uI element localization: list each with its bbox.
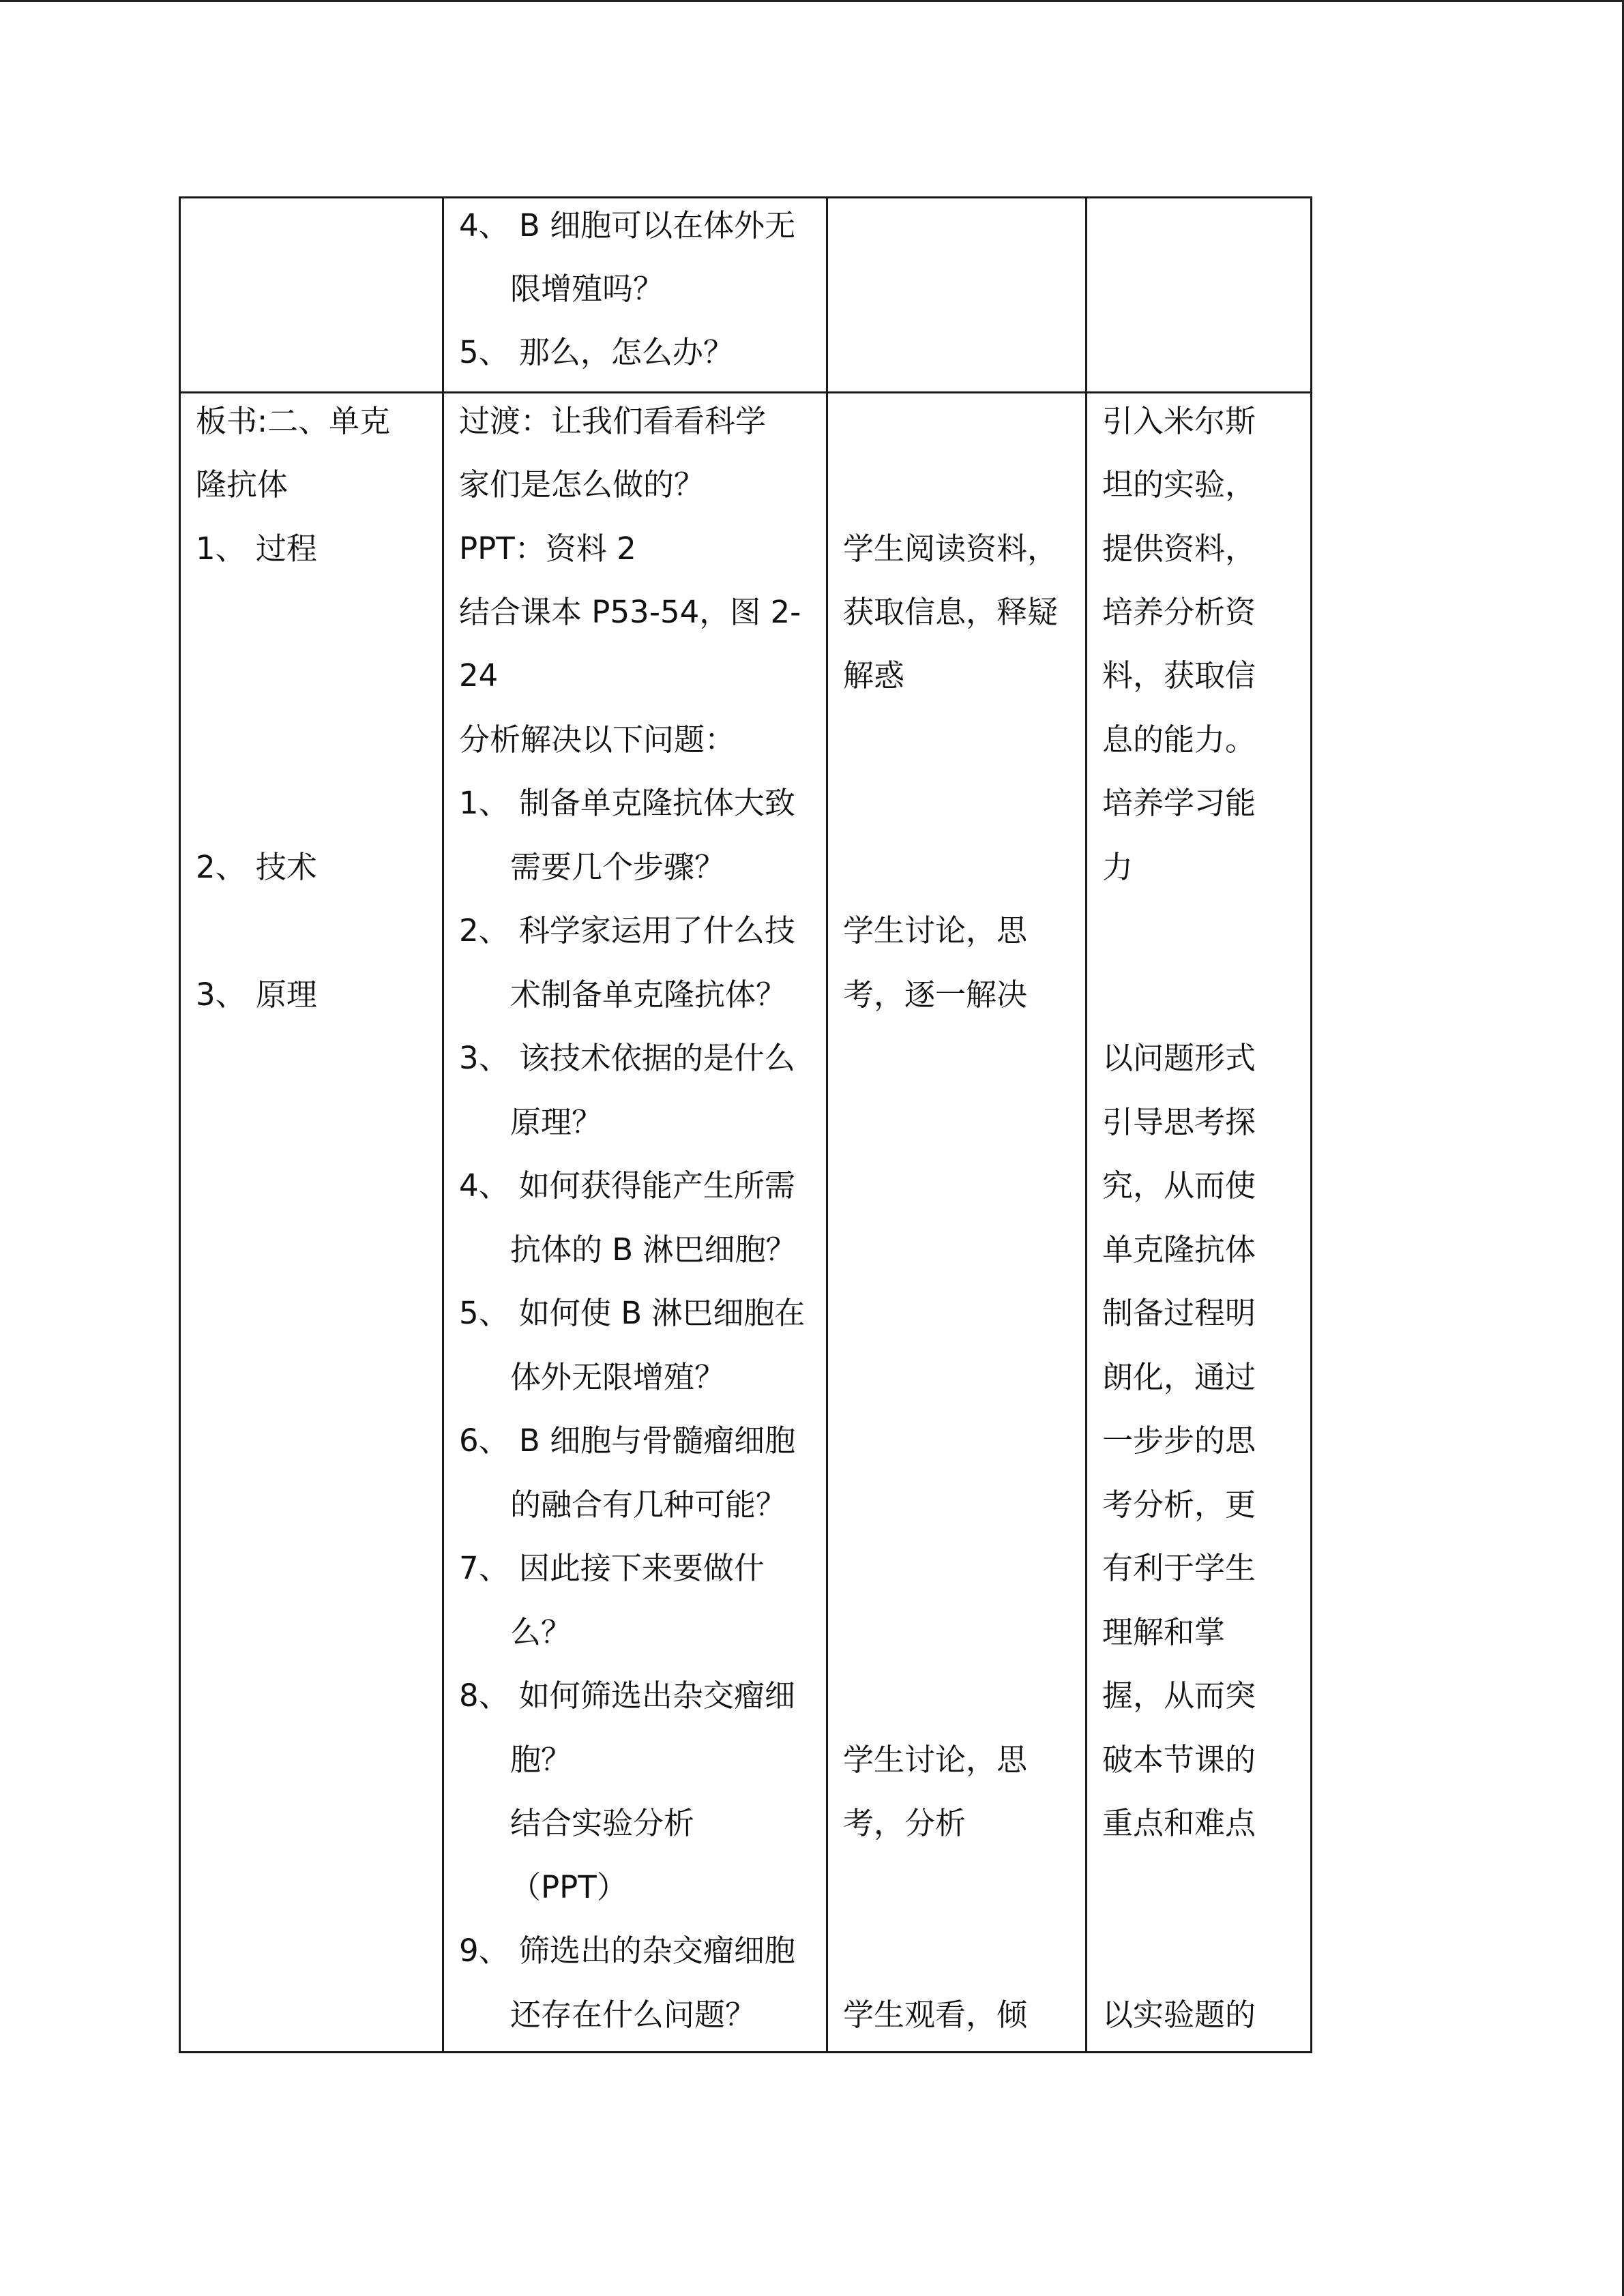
teacher-text-line: （PPT） [510, 1869, 628, 1905]
student-text-line: 解惑 [843, 657, 905, 694]
intent-text-line: 提供资料， [1102, 531, 1256, 567]
text-line: 限增殖吗？ [510, 271, 664, 307]
teacher-text-line: 过渡：让我们看看科学 [459, 403, 767, 439]
table-cell-board [180, 393, 443, 2053]
table-row [180, 198, 1312, 393]
teacher-text-line: 胞？ [510, 1742, 572, 1778]
teacher-text-line: 原理？ [510, 1104, 603, 1140]
teacher-text-line: 8、 如何筛选出杂交瘤细 [459, 1678, 795, 1714]
teacher-text-line: 6、 B 细胞与骨髓瘤细胞 [459, 1422, 796, 1459]
teacher-text-line: 术制备单克隆抗体？ [510, 976, 787, 1013]
table-cell-student-activity [827, 393, 1087, 2053]
teacher-text-line: 7、 因此接下来要做什 [459, 1550, 765, 1586]
board-text-line: 3、 原理 [196, 976, 317, 1013]
teacher-text-line: 结合课本 P53-54，图 2- [459, 594, 801, 630]
teacher-text-line: 抗体的 B 淋巴细胞？ [510, 1232, 797, 1268]
board-text-line: 2、 技术 [196, 849, 317, 885]
student-text-line: 学生阅读资料， [843, 531, 1059, 567]
teacher-text-line: 分析解决以下问题： [459, 721, 736, 758]
board-text-line: 隆抗体 [196, 466, 289, 503]
page-top-border [0, 0, 1624, 2]
teacher-text-line: 需要几个步骤？ [510, 849, 726, 885]
text-line: 4、 B 细胞可以在体外无 [459, 207, 796, 243]
intent-text-line: 引入米尔斯 [1102, 403, 1256, 439]
table-cell-teacher-activity [443, 393, 827, 2053]
intent-text-line: 料，获取信 [1102, 657, 1256, 694]
teacher-text-line: 9、 筛选出的杂交瘤细胞 [459, 1933, 795, 1969]
teacher-text-line: 3、 该技术依据的是什么 [459, 1040, 795, 1076]
table-cell-design-intent [1087, 198, 1312, 393]
table-cell-student-activity [827, 198, 1087, 393]
student-text-line: 学生讨论，思 [843, 1742, 1028, 1778]
table-cell-board [180, 198, 443, 393]
teacher-text-line: 还存在什么问题？ [510, 1997, 756, 2033]
table-row [180, 393, 1312, 2053]
intent-text-line: 重点和难点 [1102, 1805, 1256, 1841]
intent-text-line: 握，从而突 [1102, 1678, 1256, 1714]
student-text-line: 考，逐一解决 [843, 976, 1028, 1013]
teacher-text-line: 家们是怎么做的？ [459, 466, 705, 503]
teacher-text-line: 2、 科学家运用了什么技 [459, 912, 795, 949]
intent-text-line: 培养学习能 [1102, 785, 1256, 821]
student-text-line: 获取信息，释疑 [843, 594, 1059, 630]
table-cell-teacher-activity [443, 198, 827, 393]
student-text-line: 学生观看，倾 [843, 1997, 1028, 2033]
student-text-line: 考，分析 [843, 1805, 966, 1841]
text-line: 5、 那么，怎么办？ [459, 334, 734, 370]
intent-text-line: 有利于学生 [1102, 1550, 1256, 1586]
intent-text-line: 一步步的思 [1102, 1422, 1256, 1459]
intent-text-line: 破本节课的 [1102, 1742, 1256, 1778]
teacher-text-line: 5、 如何使 B 淋巴细胞在 [459, 1295, 806, 1331]
teacher-text-line: 1、 制备单克隆抗体大致 [459, 785, 795, 821]
intent-text-line: 理解和掌 [1102, 1614, 1226, 1650]
intent-text-line: 坦的实验， [1102, 466, 1256, 503]
board-text-line: 板书:二、单克 [196, 403, 391, 439]
lesson-plan-table [179, 196, 1312, 2053]
intent-text-line: 以问题形式 [1102, 1040, 1256, 1076]
intent-text-line: 引导思考探 [1102, 1104, 1256, 1140]
intent-text-line: 培养分析资 [1102, 594, 1256, 630]
intent-text-line: 考分析，更 [1102, 1487, 1256, 1523]
teacher-text-line: 体外无限增殖？ [510, 1359, 726, 1395]
student-text-line: 学生讨论，思 [843, 912, 1028, 949]
intent-text-line: 息的能力。 [1102, 721, 1256, 758]
intent-text-line: 力 [1102, 849, 1134, 885]
teacher-text-line: PPT：资料 2 [459, 531, 636, 567]
board-text-line: 1、 过程 [196, 531, 317, 567]
teacher-text-line: 4、 如何获得能产生所需 [459, 1167, 795, 1204]
teacher-text-line: 24 [459, 657, 499, 694]
teacher-text-line: 的融合有几种可能？ [510, 1487, 787, 1523]
intent-text-line: 单克隆抗体 [1102, 1232, 1256, 1268]
teacher-text-line: 结合实验分析 [510, 1805, 695, 1841]
intent-text-line: 朗化，通过 [1102, 1359, 1256, 1395]
intent-text-line: 以实验题的 [1102, 1997, 1256, 2033]
teacher-text-line: 么？ [510, 1614, 572, 1650]
intent-text-line: 究，从而使 [1102, 1167, 1256, 1204]
table-cell-design-intent [1087, 393, 1312, 2053]
intent-text-line: 制备过程明 [1102, 1295, 1256, 1331]
